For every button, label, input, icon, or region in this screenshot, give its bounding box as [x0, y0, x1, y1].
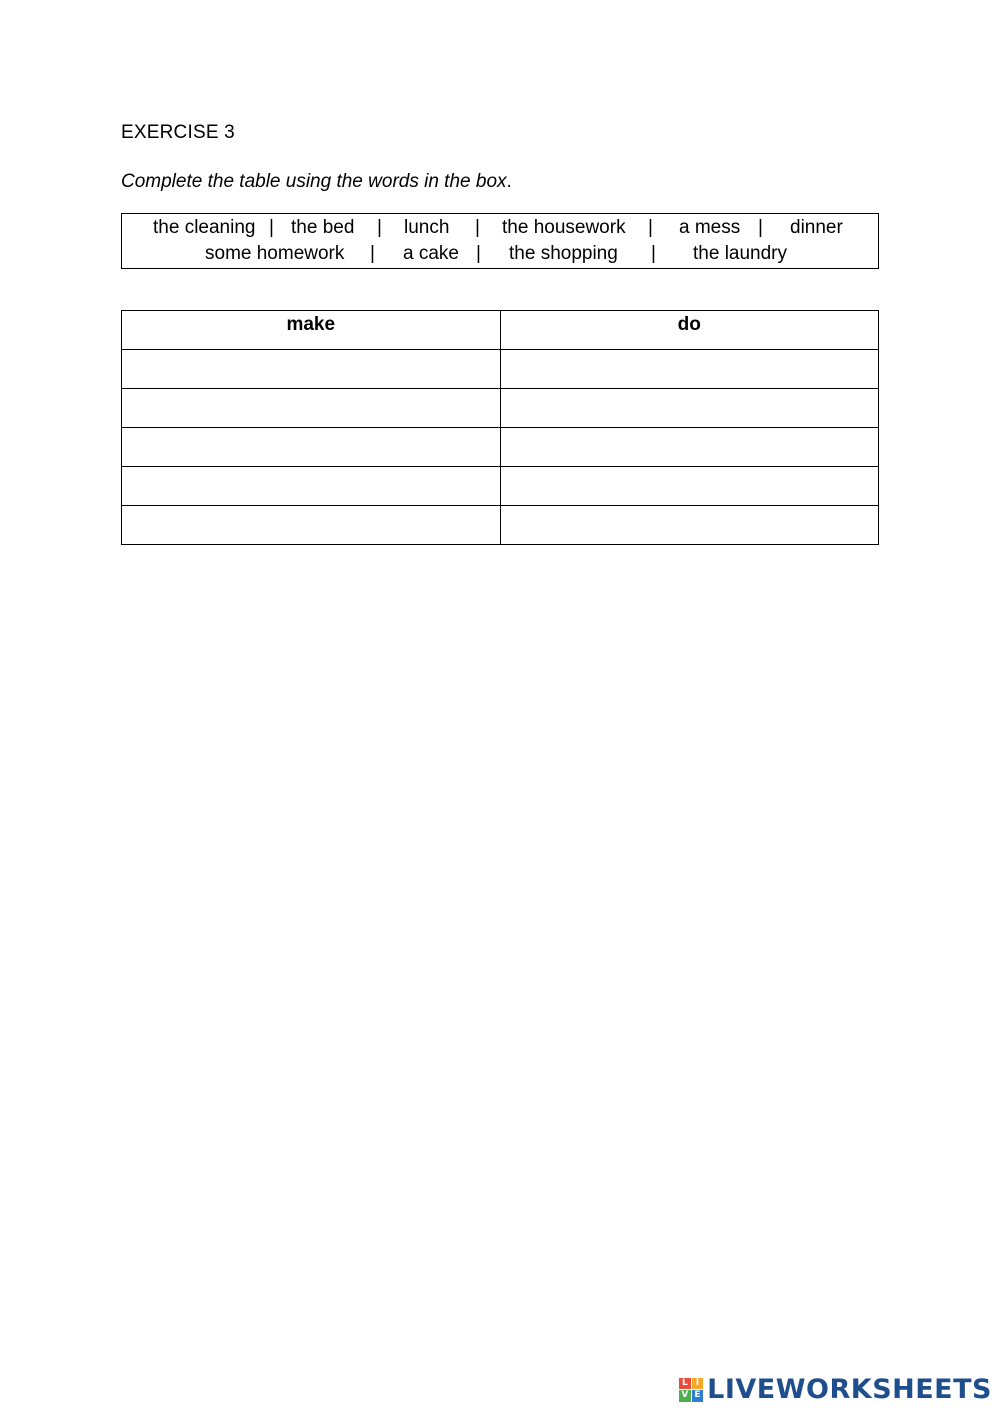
- do-answer-cell[interactable]: [500, 506, 879, 545]
- table-row: [122, 350, 879, 389]
- brand-name: LIVEWORKSHEETS: [707, 1374, 992, 1405]
- logo-tile: E: [692, 1390, 704, 1402]
- do-answer-cell[interactable]: [500, 350, 879, 389]
- table-row: [122, 467, 879, 506]
- make-answer-cell[interactable]: [122, 350, 501, 389]
- instruction: [121, 171, 512, 193]
- word-item: dinner: [790, 217, 843, 238]
- word-item: the housework: [502, 217, 626, 238]
- table-row: [122, 389, 879, 428]
- instruction-period: .: [506, 171, 512, 192]
- word-separator: |: [269, 217, 274, 238]
- word-item: a cake: [403, 243, 459, 264]
- word-separator: |: [475, 217, 480, 238]
- word-item: the shopping: [509, 243, 618, 264]
- header-make: make: [122, 311, 501, 350]
- logo-tile: I: [692, 1378, 704, 1390]
- word-separator: |: [377, 217, 382, 238]
- make-answer-cell[interactable]: [122, 389, 501, 428]
- header-do: do: [500, 311, 879, 350]
- liveworksheets-logo-icon: [679, 1378, 703, 1402]
- exercise-heading: EXERCISE 3: [121, 122, 235, 143]
- answer-table: [121, 310, 879, 545]
- do-answer-cell[interactable]: [500, 428, 879, 467]
- word-item: a mess: [679, 217, 741, 238]
- instruction-text: Complete the table using the words in the box: [121, 171, 507, 192]
- word-item: lunch: [404, 217, 450, 238]
- word-item: the cleaning: [153, 217, 256, 238]
- liveworksheets-brand: [679, 1374, 992, 1405]
- table-row: [122, 428, 879, 467]
- word-item: some homework: [205, 243, 345, 264]
- do-answer-cell[interactable]: [500, 467, 879, 506]
- word-separator: |: [370, 243, 375, 264]
- table-header-row: [122, 311, 879, 350]
- make-answer-cell[interactable]: [122, 467, 501, 506]
- logo-tile: V: [679, 1390, 691, 1402]
- word-box: [121, 213, 879, 269]
- table-row: [122, 506, 879, 545]
- make-answer-cell[interactable]: [122, 428, 501, 467]
- do-answer-cell[interactable]: [500, 389, 879, 428]
- word-separator: |: [651, 243, 656, 264]
- word-separator: |: [648, 217, 653, 238]
- word-item: the bed: [291, 217, 355, 238]
- word-item: the laundry: [693, 243, 788, 264]
- word-separator: |: [758, 217, 763, 238]
- make-answer-cell[interactable]: [122, 506, 501, 545]
- logo-tile: L: [679, 1378, 691, 1390]
- word-separator: |: [476, 243, 481, 264]
